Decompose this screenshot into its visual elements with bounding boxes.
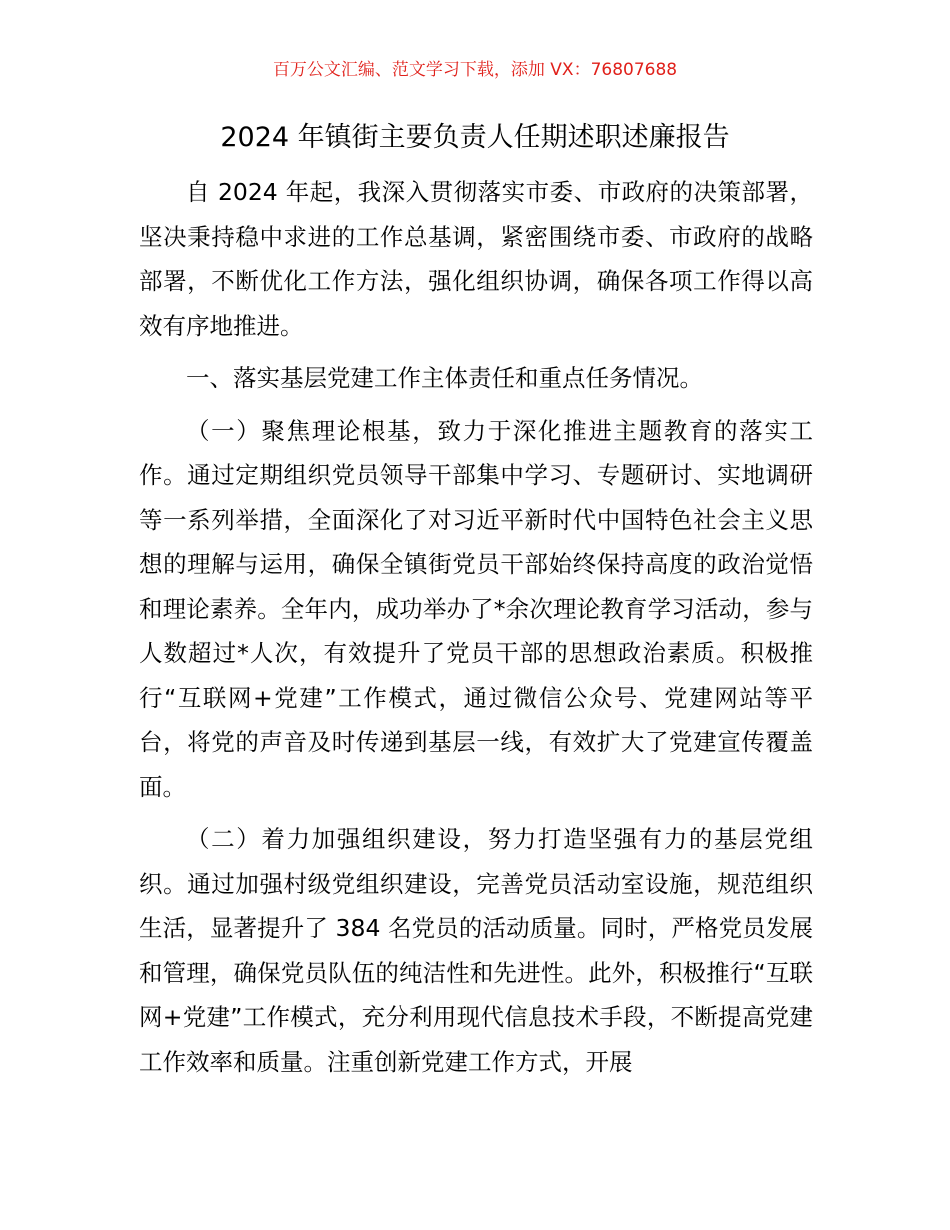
document-title: 2024 年镇街主要负责人任期述职述廉报告 [220, 122, 730, 153]
paragraph-organization: （二）着力加强组织建设，努力打造坚强有力的基层党组织。通过加强村级党组织建设，完善党员活动室设施，规范组织生活，显著提升了 384 名党员的活动质量。同时，严格党员发展和管理，确保党员队伍的纯洁性和先进性。此外，积极推行“互联网+党建”工作模式，充分利用现代信息技术手段，不断提高党建工作效率和质量。注重创新党建工作方式，开展 [139, 825, 813, 1076]
document-body [139, 170, 813, 1084]
paragraph-theory: （一）聚焦理论根基，致力于深化推进主题教育的落实工作。通过定期组织党员领导干部集中学习、专题研讨、实地调研等一系列举措，全面深化了对习近平新时代中国特色社会主义思想的理解与运用，确保全镇街党员干部始终保持高度的政治觉悟和理论素养。全年内，成功举办了*余次理论教育学习活动，参与人数超过*人次，有效提升了党员干部的思想政治素质。积极推行“互联网+党建”工作模式，通过微信公众号、党建网站等平台，将党的声音及时传递到基层一线，有效扩大了党建宣传覆盖面。 [139, 416, 813, 801]
section-heading-1: 一、落实基层党建工作主体责任和重点任务情况。 [186, 364, 703, 392]
paragraph-intro: 自 2024 年起，我深入贯彻落实市委、市政府的决策部署，坚决秉持稳中求进的工作总基调，紧密围绕市委、市政府的战略部署，不断优化工作方法，强化组织协调，确保各项工作得以高效有序地推进。 [139, 178, 813, 340]
header-promo-text: 百万公文汇编、范文学习下载，添加 VX：76807688 [272, 60, 678, 80]
